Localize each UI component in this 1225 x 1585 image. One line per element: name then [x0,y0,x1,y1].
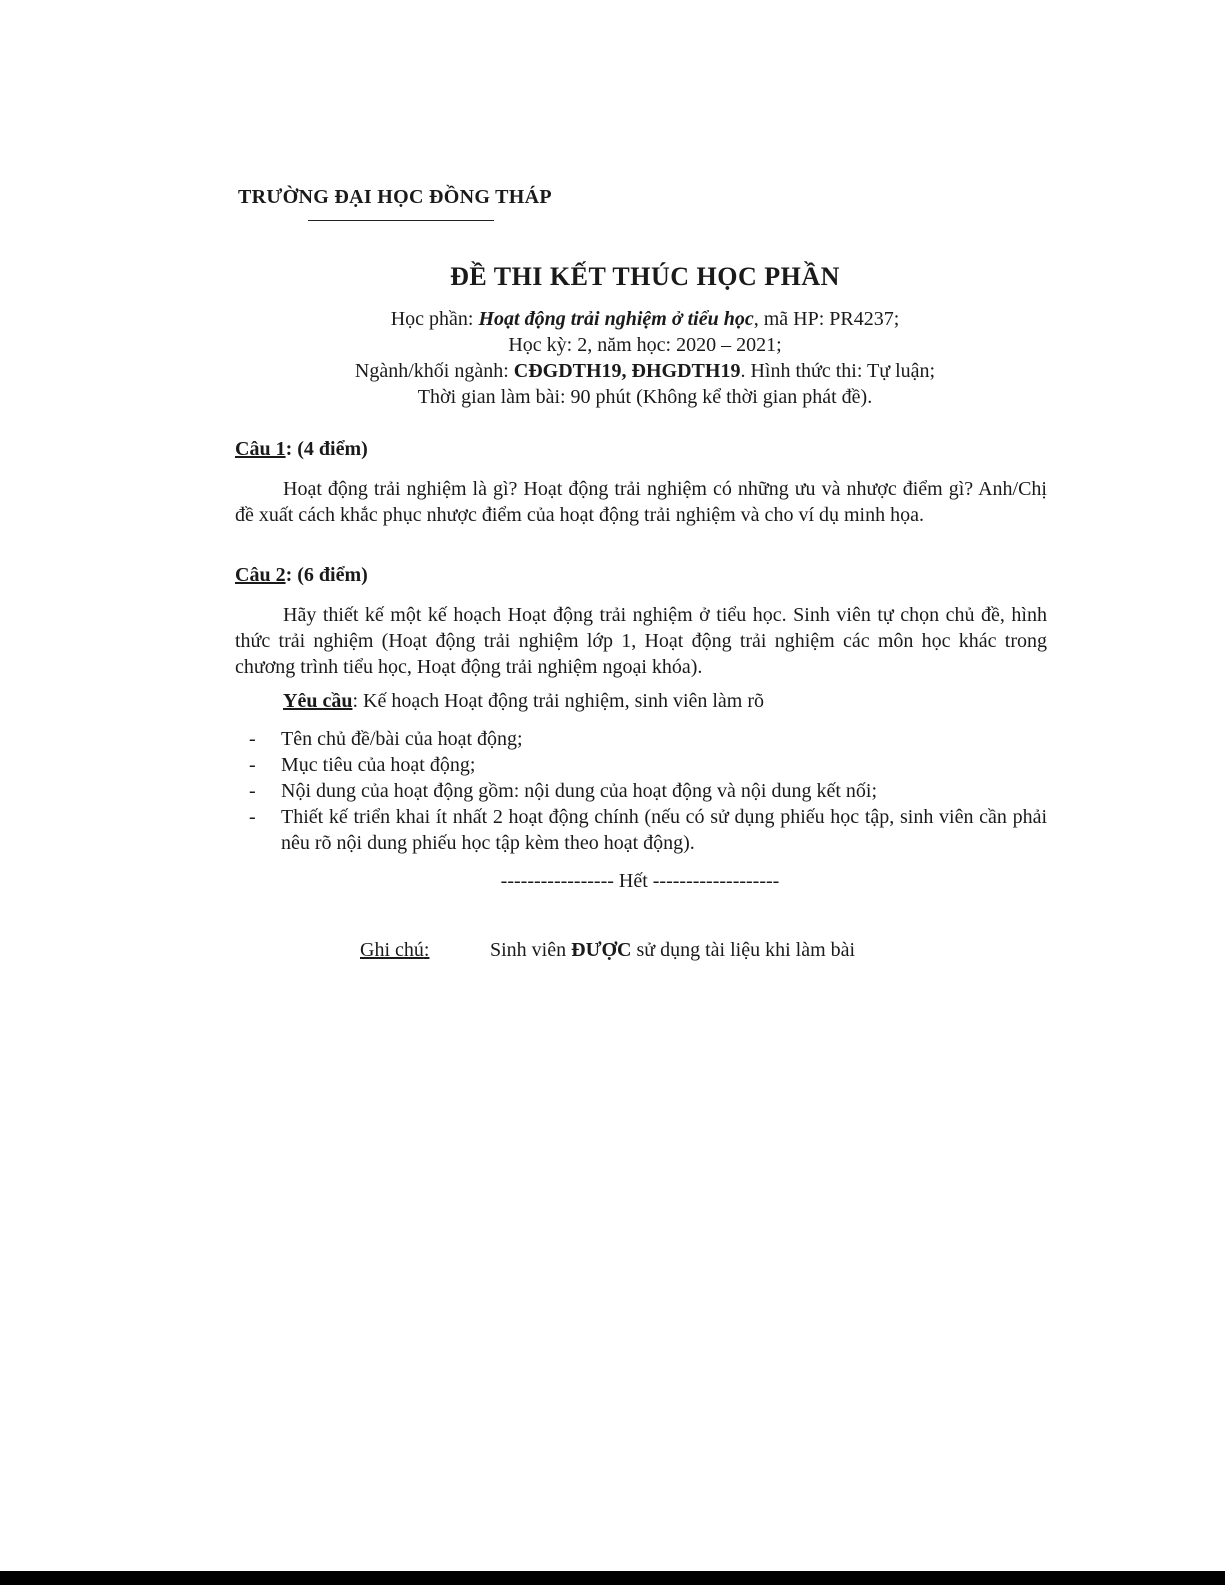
question-1-points: : (4 điểm) [285,438,368,460]
requirement-line [283,690,764,713]
requirement-list [235,726,1047,856]
bullet-dash: - [249,780,256,802]
note-text: Sinh viên ĐƯỢC sử dụng tài liệu khi làm bài [490,939,856,961]
major-line [0,358,1225,384]
exam-title: ĐỀ THI KẾT THÚC HỌC PHẦN [450,262,840,291]
note-emphasis: ĐƯỢC [571,939,632,961]
question-2-text: Hãy thiết kế một kế hoạch Hoạt động trải nghiệm ở tiểu học. Sinh viên tự chọn chủ đề, hình thức trải nghiệm (Hoạt động trải nghiệm lớp 1, Hoạt động trải nghiệm các môn học khác trong chương trình tiểu học, Hoạt động trải nghiệm ngoại khóa). [235,604,1047,678]
course-name: Hoạt động trải nghiệm ở tiểu học [478,308,754,330]
bullet-dash: - [249,806,256,828]
question-1-heading [235,438,368,461]
major-suffix: . Hình thức thi: Tự luận; [740,360,936,382]
question-2-label: Câu 2 [235,564,286,586]
requirement-label: Yêu cầu [283,690,353,712]
semester-line: Học kỳ: 2, năm học: 2020 – 2021; [508,334,782,356]
bullet-dash: - [249,728,256,750]
end-marker: ----------------- Hết ------------------- [500,870,780,892]
requirement-text: : Kế hoạch Hoạt động trải nghiệm, sinh viên làm rõ [352,690,765,712]
duration-line: Thời gian làm bài: 90 phút (Không kể thời gian phát đề). [417,386,873,408]
list-item: - Mục tiêu của hoạt động; [249,754,476,776]
question-2-points: : (6 điểm) [285,564,368,586]
question-1-label: Câu 1 [235,438,286,460]
question-1-text: Hoạt động trải nghiệm là gì? Hoạt động trải nghiệm có những ưu và nhược điểm gì? Anh/Chị đề xuất cách khắc phục nhược điểm của hoạt động trải nghiệm và cho ví dụ minh họa. [235,478,1047,526]
major-prefix: Ngành/khối ngành: [354,360,514,382]
school-underline [308,220,494,221]
major-codes: CĐGDTH19, ĐHGDTH19 [513,360,741,382]
list-item: - Thiết kế triển khai ít nhất 2 hoạt động chính (nếu có sử dụng phiếu học tập, sinh viên cần phải nêu rõ nội dung phiếu học tập kèm theo hoạt động). [249,806,1047,854]
scan-bottom-edge [0,1571,1225,1585]
bullet-dash: - [249,754,256,776]
note-label: Ghi chú: [360,939,430,961]
course-prefix: Học phần: [390,308,479,330]
school-name: TRƯỜNG ĐẠI HỌC ĐỒNG THÁP [238,186,552,208]
course-line [0,306,1225,332]
list-item: - Tên chủ đề/bài của hoạt động; [249,728,523,750]
question-2-heading [235,564,368,587]
list-item: - Nội dung của hoạt động gồm: nội dung của hoạt động và nội dung kết nối; [249,780,878,802]
course-suffix: , mã HP: PR4237; [753,308,900,330]
